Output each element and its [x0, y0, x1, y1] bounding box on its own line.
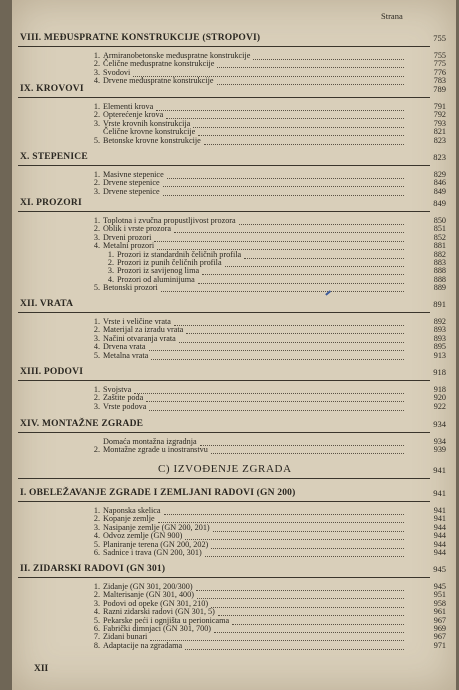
- toc-entry: [90, 445, 208, 454]
- dot-leader: [198, 135, 404, 136]
- dot-leader: [204, 144, 404, 145]
- entry-page-number: 849: [433, 186, 446, 196]
- entry-label: Načini otvaranja vrata: [103, 333, 176, 343]
- entry-number: 4.: [93, 342, 100, 352]
- entry-page-number: 939: [433, 445, 446, 455]
- entry-number: 6.: [93, 548, 100, 557]
- entry-number: 2.: [93, 110, 100, 120]
- entry-label: Drvena vrata: [103, 342, 146, 352]
- entry-number: 1.: [93, 385, 100, 394]
- entry-number: 2.: [107, 258, 114, 267]
- entry-page-number: 755: [433, 51, 446, 60]
- section-page-number: 823: [433, 152, 446, 162]
- entry-label: Montažne zgrade u inostranstvu: [103, 445, 208, 455]
- dot-leader: [217, 67, 404, 68]
- entry-page-number: 851: [433, 224, 446, 234]
- entry-page-number: 913: [433, 350, 446, 360]
- entry-label: Vrste i veličine vrata: [103, 317, 171, 326]
- dot-leader: [218, 615, 404, 616]
- section-title: I. OBELEŽAVANJE ZGRADE I ZEMLJANI RADOVI (GN 200): [20, 488, 296, 498]
- dot-leader: [193, 127, 404, 128]
- section-title: VIII. MEĐUSPRATNE KONSTRUKCIJE (STROPOVI): [20, 33, 261, 43]
- entry-label: Prozori od aluminijuma: [117, 274, 195, 284]
- entry-number: 2.: [93, 590, 100, 600]
- entry-page-number: 961: [433, 607, 446, 617]
- section-rule: [18, 165, 430, 166]
- dot-leader: [186, 333, 404, 334]
- dot-leader: [179, 342, 404, 343]
- entry-page-number: 944: [433, 539, 446, 549]
- entry-number: 5.: [93, 283, 100, 293]
- entry-page-number: 846: [433, 178, 446, 188]
- entry-number: 5.: [93, 539, 100, 549]
- dot-leader: [217, 84, 404, 85]
- entry-page-number: 893: [433, 333, 446, 343]
- entry-page-number: 775: [433, 59, 446, 69]
- entry-label: Betonski prozori: [103, 283, 158, 293]
- entry-number: 2.: [93, 514, 100, 524]
- dot-leader: [200, 445, 404, 446]
- entry-page-number: 918: [433, 385, 446, 394]
- toc-entry: [90, 283, 158, 292]
- dot-leader: [167, 178, 404, 179]
- section-title: XIII. PODOVI: [20, 367, 84, 377]
- section-page-number: 755: [433, 33, 446, 43]
- dot-leader: [253, 59, 404, 60]
- dot-leader: [134, 393, 404, 394]
- entry-page-number: 945: [433, 582, 446, 591]
- section-title: XIV. MONTAŽNE ZGRADE: [20, 419, 144, 429]
- toc-entry: [90, 548, 202, 557]
- dot-leader: [150, 640, 404, 641]
- entry-label: Oblik i vrste prozora: [103, 224, 171, 234]
- entry-number: 3.: [107, 266, 114, 276]
- entry-page-number: 882: [433, 249, 446, 259]
- entry-page-number: 967: [433, 632, 446, 642]
- entry-number: 3.: [93, 333, 100, 343]
- entry-page-number: 791: [433, 102, 446, 111]
- entry-label: Vrste podova: [103, 401, 147, 411]
- entry-label: Čelične krovne konstrukcije: [103, 127, 196, 137]
- entry-number: 5.: [93, 615, 100, 625]
- entry-page-number: 944: [433, 548, 446, 557]
- entry-label: Drvene međuspratne konstrukcije: [103, 76, 214, 86]
- entry-page-number: 920: [433, 393, 446, 403]
- section-page-number: 918: [433, 367, 446, 377]
- entry-label: Zaštite poda: [103, 393, 144, 403]
- entry-label: Drveni prozori: [103, 232, 152, 242]
- dot-leader: [185, 539, 404, 540]
- entry-label: Elementi krova: [103, 102, 154, 111]
- section-page-number: 891: [433, 299, 446, 309]
- entry-number: 2.: [93, 325, 100, 335]
- entry-label: Podovi od opeke (GN 301, 210): [103, 598, 209, 608]
- entry-page-number: 883: [433, 258, 446, 267]
- entry-page-number: 967: [433, 615, 446, 625]
- dot-leader: [211, 453, 404, 454]
- entry-label: Domaća montažna izgradnja: [103, 437, 197, 446]
- dot-leader: [166, 118, 404, 119]
- entry-number: 1.: [107, 249, 114, 259]
- toc-entry: [90, 187, 160, 196]
- entry-number: 3.: [93, 67, 100, 77]
- dot-leader: [154, 241, 404, 242]
- dot-leader: [149, 410, 404, 411]
- dot-leader: [244, 258, 404, 259]
- toc-entry: [90, 402, 146, 411]
- entry-page-number: 888: [433, 274, 446, 284]
- book-page: [12, 0, 456, 690]
- dot-leader: [163, 186, 404, 187]
- entry-page-number: 850: [433, 216, 446, 225]
- entry-page-number: 969: [433, 624, 446, 633]
- section-rule: [18, 312, 430, 313]
- entry-number: 5.: [93, 350, 100, 360]
- part-title: C) IZVOĐENJE ZGRADA: [158, 463, 292, 475]
- entry-number: 1.: [93, 317, 100, 326]
- entry-number: 3.: [93, 232, 100, 242]
- entry-number: 2.: [93, 224, 100, 234]
- entry-number: 2.: [93, 178, 100, 188]
- entry-number: 4.: [93, 531, 100, 541]
- section-rule: [18, 577, 430, 578]
- entry-label: Kopanje zemlje: [103, 514, 155, 524]
- entry-label: Pekarske peći i ognjišta u perionicama: [103, 615, 230, 625]
- toc-entry: [90, 136, 201, 145]
- entry-page-number: 783: [433, 76, 446, 86]
- entry-page-number: 951: [433, 590, 446, 600]
- entry-number: 1.: [93, 51, 100, 60]
- entry-page-number: 934: [433, 437, 446, 446]
- section-page-number: 934: [433, 419, 446, 429]
- entry-number: 4.: [107, 274, 114, 284]
- dot-leader: [146, 401, 404, 402]
- entry-page-number: 852: [433, 232, 446, 242]
- dot-leader: [151, 359, 404, 360]
- dot-leader: [196, 590, 404, 591]
- entry-number: 7.: [93, 632, 100, 642]
- entry-label: Masivne stepenice: [103, 170, 164, 179]
- entry-number: 1.: [93, 170, 100, 179]
- entry-number: 3.: [93, 598, 100, 608]
- dot-leader: [185, 649, 404, 650]
- dot-leader: [164, 514, 404, 515]
- entry-label: Fabrički dimnjaci (GN 301, 700): [103, 624, 212, 633]
- section-rule: [18, 97, 430, 98]
- entry-page-number: 792: [433, 110, 446, 120]
- entry-number: 3.: [93, 186, 100, 196]
- entry-label: Malterisanje (GN 301, 400): [103, 590, 194, 600]
- section-title: II. ZIDARSKI RADOVI (GN 301): [20, 564, 166, 574]
- entry-page-number: 881: [433, 241, 446, 251]
- entry-page-number: 941: [433, 514, 446, 524]
- entry-number: 4.: [93, 241, 100, 251]
- entry-number: 2.: [93, 59, 100, 69]
- entry-number: 3.: [93, 401, 100, 411]
- section-title: IX. KROVOVI: [20, 84, 84, 94]
- footer-page-label: XII: [34, 664, 49, 674]
- entry-label: Betonske krovne konstrukcije: [103, 135, 201, 145]
- entry-number: 6.: [93, 624, 100, 633]
- entry-label: Drvene stepenice: [103, 178, 160, 188]
- entry-label: Opterećenje krova: [103, 110, 164, 120]
- entry-page-number: 958: [433, 598, 446, 608]
- entry-number: 2.: [93, 393, 100, 403]
- dot-leader: [197, 598, 404, 599]
- entry-page-number: 776: [433, 67, 446, 77]
- entry-label: Nasipanje zemlje (GN 200, 201): [103, 522, 210, 532]
- entry-label: Planiranje terena (GN 200, 202): [103, 539, 209, 549]
- section-page-number: 789: [433, 84, 446, 94]
- dot-leader: [198, 283, 404, 284]
- entry-label: Armiranobetonske međuspratne konstrukcije: [103, 51, 251, 60]
- part-page-number: 941: [433, 465, 446, 475]
- dot-leader: [211, 607, 404, 608]
- dot-leader: [239, 224, 404, 225]
- entry-page-number: 944: [433, 522, 446, 532]
- dot-leader: [202, 274, 404, 275]
- entry-label: Prozori iz punih čeličnih profila: [117, 258, 222, 267]
- entry-page-number: 895: [433, 342, 446, 352]
- entry-page-number: 821: [433, 127, 446, 137]
- entry-page-number: 889: [433, 283, 446, 293]
- entry-label: Prozori iz savijenog lima: [117, 266, 200, 276]
- dot-leader: [214, 632, 404, 633]
- entry-label: Svojstva: [103, 385, 132, 394]
- entry-number: 5.: [93, 135, 100, 145]
- section-title: XII. VRATA: [20, 299, 74, 309]
- toc-entry: [90, 351, 148, 360]
- entry-label: Metalna vrata: [103, 350, 149, 360]
- section-rule: [18, 501, 430, 502]
- entry-number: 4.: [93, 76, 100, 86]
- entry-page-number: 893: [433, 325, 446, 335]
- section-rule: [18, 211, 430, 212]
- dot-leader: [205, 556, 404, 557]
- section-rule: [18, 46, 430, 47]
- dot-leader: [232, 624, 404, 625]
- entry-page-number: 823: [433, 135, 446, 145]
- entry-number: 3.: [93, 118, 100, 128]
- dot-leader: [213, 531, 404, 532]
- entry-label: Odvoz zemlje (GN 900): [103, 531, 183, 541]
- part-rule: [18, 478, 430, 479]
- entry-page-number: 941: [433, 506, 446, 515]
- entry-number: 4.: [93, 607, 100, 617]
- entry-page-number: 944: [433, 531, 446, 541]
- dot-leader: [211, 548, 404, 549]
- section-title: XI. PROZORI: [20, 198, 82, 208]
- dot-leader: [225, 266, 404, 267]
- entry-number: 1.: [93, 102, 100, 111]
- section-title: X. STEPENICE: [20, 152, 88, 162]
- dot-leader: [174, 232, 404, 233]
- section-page-number: 941: [433, 488, 446, 498]
- entry-page-number: 922: [433, 401, 446, 411]
- section-rule: [18, 380, 430, 381]
- dot-leader: [156, 110, 404, 111]
- entry-number: 8.: [93, 640, 100, 650]
- strana-label: Strana: [381, 11, 403, 21]
- entry-number: 1.: [93, 582, 100, 591]
- entry-label: Čelične međuspratne konstrukcije: [103, 59, 215, 69]
- entry-page-number: 793: [433, 118, 446, 128]
- entry-label: Zidani bunari: [103, 632, 148, 642]
- entry-page-number: 892: [433, 317, 446, 326]
- entry-label: Naponska skelica: [103, 506, 161, 515]
- entry-label: Toplotna i zvučna propustljivost prozora: [103, 216, 236, 225]
- dot-leader: [163, 195, 404, 196]
- entry-label: Materijal za izradu vrata: [103, 325, 184, 335]
- entry-number: 1.: [93, 506, 100, 515]
- section-page-number: 849: [433, 198, 446, 208]
- entry-label: Zidanje (GN 301, 200/300): [103, 582, 193, 591]
- toc-entry: [90, 641, 182, 650]
- entry-label: Sadnice i trava (GN 200, 301): [103, 548, 202, 557]
- entry-page-number: 829: [433, 170, 446, 179]
- entry-label: Vrste krovnih konstrukcija: [103, 118, 191, 128]
- entry-label: Razni zidarski radovi (GN 301, 5): [103, 607, 215, 617]
- toc-entry: [90, 76, 214, 85]
- entry-number: 2.: [93, 445, 100, 455]
- dot-leader: [161, 291, 404, 292]
- entry-number: 3.: [93, 522, 100, 532]
- entry-number: 1.: [93, 216, 100, 225]
- section-page-number: 945: [433, 564, 446, 574]
- dot-leader: [174, 325, 404, 326]
- entry-label: Prozori iz standardnih čeličnih profila: [117, 249, 242, 259]
- entry-label: Metalni prozori: [103, 241, 155, 251]
- entry-label: Drvene stepenice: [103, 186, 160, 196]
- entry-label: Svodovi: [103, 67, 131, 77]
- section-rule: [18, 432, 430, 433]
- dot-leader: [149, 350, 404, 351]
- entry-label: Adaptacije na zgradama: [103, 640, 183, 650]
- entry-page-number: 971: [433, 640, 446, 650]
- entry-page-number: 888: [433, 266, 446, 276]
